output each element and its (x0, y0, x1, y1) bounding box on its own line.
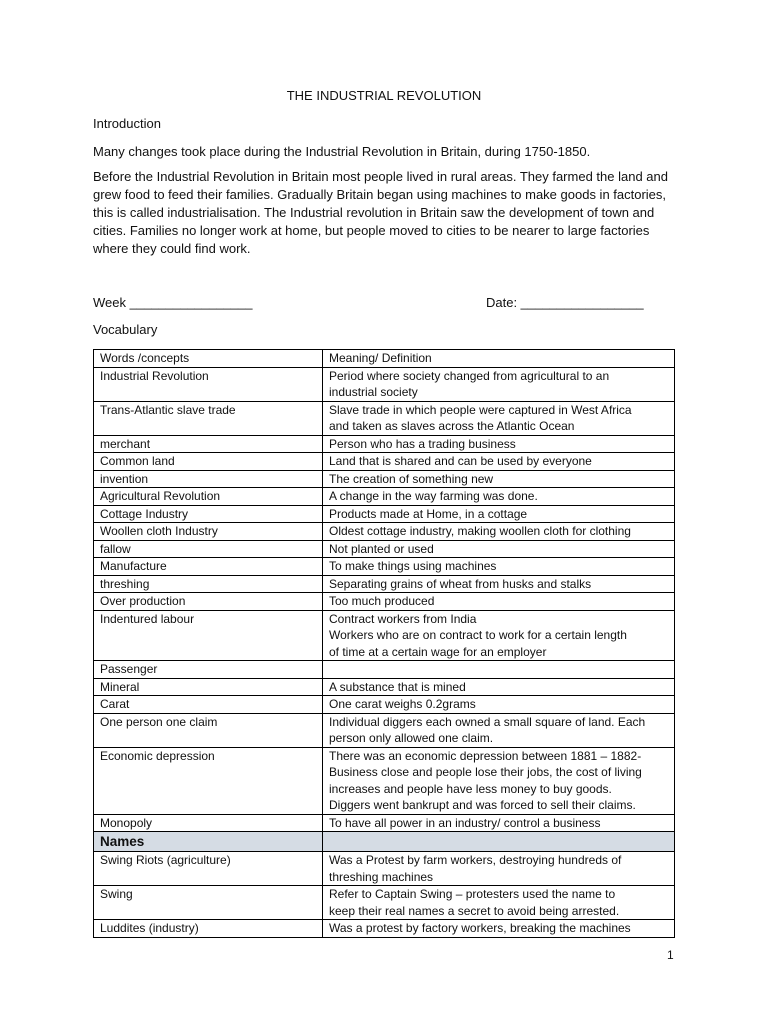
vocabulary-heading: Vocabulary (93, 322, 158, 337)
week-field: Week _________________ (93, 295, 253, 310)
table-row (94, 678, 675, 696)
table-row (94, 453, 675, 471)
term-cell: Economic depression (94, 747, 323, 814)
term-cell: Luddites (industry) (94, 920, 323, 938)
definition-line: A change in the way farming was done. (329, 489, 538, 503)
definition-line: Products made at Home, in a cottage (329, 506, 528, 521)
definition-line: Business close and people lose their jobs, the cost of living (329, 765, 642, 779)
intro-paragraph-2: Before the Industrial Revolution in Britain most people lived in rural areas. They farmed the land and grew food to feed their families. Gradually Britain began using machines to make goods in factories, this is called industrialisation. The Industrial revolution in Britain saw the development of town and cities. Families no longer work at home, but people moved to cities to be nearer to large factories where they could find work. (93, 169, 668, 256)
names-section-blank (323, 832, 675, 852)
definition-cell (323, 401, 675, 435)
table-row (94, 470, 675, 488)
definition-line: Oldest cottage industry, making woollen cloth for clothing (329, 524, 631, 538)
names-section-row (94, 832, 675, 852)
term-cell: Indentured labour (94, 610, 323, 661)
names-section-title: Names (94, 832, 323, 852)
definition-line: Workers who are on contract to work for a certain length (329, 628, 627, 642)
term-cell: Swing (94, 886, 323, 920)
definition-line: keep their real names a secret to avoid being arrested. (329, 903, 620, 918)
term-cell: Over production (94, 593, 323, 611)
definition-line: and taken as slaves across the Atlantic Ocean (329, 419, 575, 433)
definition-cell (323, 814, 675, 832)
table-row (94, 747, 675, 814)
definition-cell (323, 558, 675, 576)
definition-cell (323, 367, 675, 401)
table-row (94, 523, 675, 541)
table-row (94, 852, 675, 886)
definition-line: One carat weighs 0.2grams (329, 697, 476, 711)
table-row (94, 886, 675, 920)
term-cell: Monopoly (94, 814, 323, 832)
definition-line: Was a Protest by farm workers, destroying hundreds of (329, 853, 622, 867)
term-cell: One person one claim (94, 713, 323, 747)
term-cell: Woollen cloth Industry (94, 523, 323, 541)
definition-line: Land that is shared and can be used by everyone (329, 454, 592, 468)
definition-line: threshing machines (329, 869, 434, 884)
page-number: 1 (667, 948, 674, 962)
table-row (94, 713, 675, 747)
definition-line: Too much produced (329, 594, 435, 608)
definition-line: Person who has a trading business (329, 436, 516, 451)
definition-cell (323, 678, 675, 696)
definition-line: Not planted or used (329, 541, 434, 556)
definition-line: To make things using machines (329, 559, 497, 573)
header-meaning: Meaning/ Definition (323, 350, 675, 368)
definition-line: Contract workers from India (329, 611, 477, 626)
term-cell: Mineral (94, 678, 323, 696)
introduction-heading: Introduction (93, 116, 161, 131)
term-cell: Manufacture (94, 558, 323, 576)
definition-cell (323, 661, 675, 679)
table-row (94, 593, 675, 611)
table-row (94, 540, 675, 558)
definition-line: Slave trade in which people were captured in West Africa (329, 402, 632, 417)
definition-line: increases and people have less money to buy goods. (329, 781, 612, 796)
term-cell: fallow (94, 540, 323, 558)
definition-cell (323, 505, 675, 523)
table-header-row (94, 350, 675, 368)
table-row (94, 488, 675, 506)
term-cell: threshing (94, 575, 323, 593)
intro-paragraph-1: Many changes took place during the Industrial Revolution in Britain, during 1750-1850. (93, 144, 591, 159)
definition-cell (323, 886, 675, 920)
table-row (94, 558, 675, 576)
term-cell: Carat (94, 696, 323, 714)
term-cell: Cottage Industry (94, 505, 323, 523)
definition-cell (323, 920, 675, 938)
definition-line: Separating grains of wheat from husks and stalks (329, 576, 592, 591)
definition-line: There was an economic depression between 1881 – 1882- (329, 748, 642, 763)
definition-cell (323, 453, 675, 471)
vocabulary-table (93, 349, 675, 938)
definition-line: person only allowed one claim. (329, 731, 494, 745)
definition-cell (323, 540, 675, 558)
definition-line: Individual diggers each owned a small square of land. Each (329, 714, 646, 729)
term-cell: Trans-Atlantic slave trade (94, 401, 323, 435)
definition-cell (323, 713, 675, 747)
definition-cell (323, 435, 675, 453)
definition-line: of time at a certain wage for an employer (329, 644, 547, 659)
table-row (94, 435, 675, 453)
table-row (94, 696, 675, 714)
term-cell: Common land (94, 453, 323, 471)
definition-cell (323, 488, 675, 506)
header-words: Words /concepts (94, 350, 323, 368)
definition-cell (323, 852, 675, 886)
definition-line: Period where society changed from agricultural to an (329, 368, 610, 383)
definition-line: A substance that is mined (329, 679, 466, 694)
term-cell: Industrial Revolution (94, 367, 323, 401)
term-cell: invention (94, 470, 323, 488)
definition-line: Refer to Captain Swing – protesters used the name to (329, 887, 616, 901)
definition-cell (323, 747, 675, 814)
definition-line: Was a protest by factory workers, breaking the machines (329, 921, 631, 935)
term-cell: Agricultural Revolution (94, 488, 323, 506)
definition-line (329, 661, 668, 678)
table-row (94, 367, 675, 401)
definition-line: Diggers went bankrupt and was forced to sell their claims. (329, 798, 636, 812)
table-row (94, 610, 675, 661)
document-title: THE INDUSTRIAL REVOLUTION (286, 88, 482, 103)
term-cell: Swing Riots (agriculture) (94, 852, 323, 886)
definition-cell (323, 523, 675, 541)
table-row (94, 661, 675, 679)
table-row (94, 920, 675, 938)
term-cell: Passenger (94, 661, 323, 679)
table-row (94, 505, 675, 523)
definition-cell (323, 696, 675, 714)
definition-line: The creation of something new (329, 471, 494, 486)
definition-line: industrial society (329, 385, 418, 399)
definition-cell (323, 593, 675, 611)
table-row (94, 575, 675, 593)
date-field: Date: _________________ (486, 295, 644, 310)
definition-line: To have all power in an industry/ control a business (329, 815, 601, 830)
definition-cell (323, 610, 675, 661)
definition-cell (323, 470, 675, 488)
term-cell: merchant (94, 435, 323, 453)
table-row (94, 814, 675, 832)
table-row (94, 401, 675, 435)
definition-cell (323, 575, 675, 593)
